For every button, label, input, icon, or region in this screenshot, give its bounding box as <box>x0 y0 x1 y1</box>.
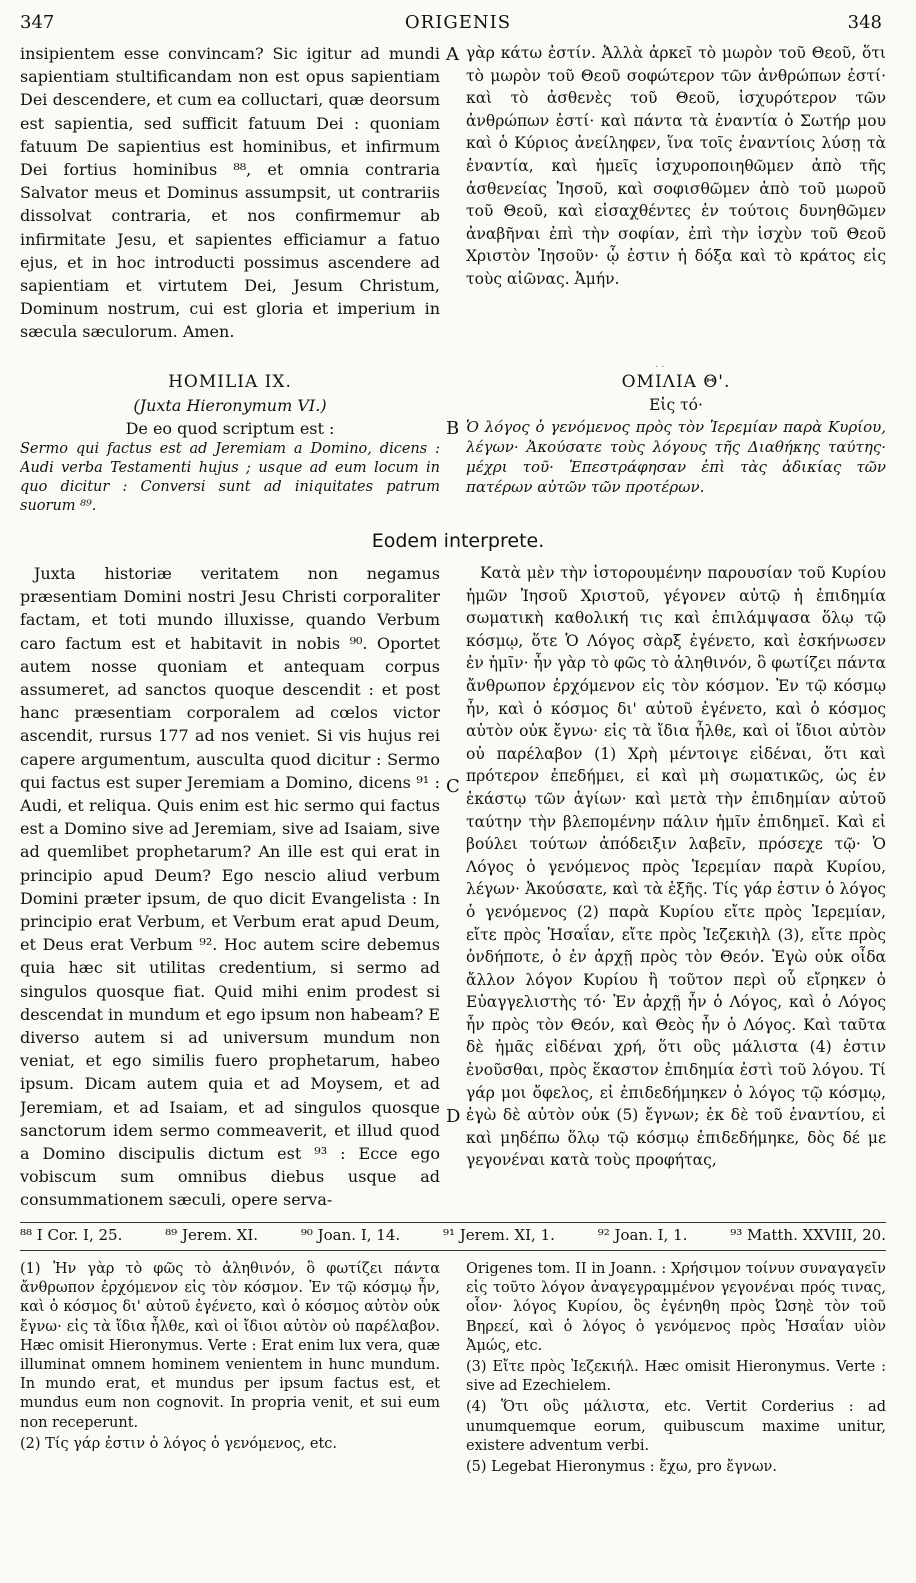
note-3: (3) Εἴτε πρὸς Ἰεζεκιήλ. Hæc omisit Hieronymus. Verte : sive ad Ezechielem. <box>466 1359 886 1395</box>
note-2: (2) Τίς γάρ ἐστιν ὁ λόγος ὁ γενόμενος, etc. <box>20 1435 338 1452</box>
greek-homily-title: ΟΜΙΛΙΑ Θ'. <box>621 372 731 392</box>
greek-top-text: γὰρ κάτω ἐστίν. Ἀλλὰ ἀρκεῖ τὸ μωρὸν τοῦ Θεοῦ, ὅτι τὸ μωρὸν τοῦ Θεοῦ σοφώτερον τῶν ἀνθρώπων ἐστί· καὶ τὸ ἀσθενὲς τοῦ Θεοῦ, ἰσχυρότερον τῶν ἀνθρώπων ἐστί· καὶ πάντα τὰ ἐναντία ὁ Σωτήρ μου καὶ ὁ Κύριος ἀνείληφεν, ἵνα τοῖς ἐναντίοις λύσῃ τὰ ἐναντία, καὶ ἡμεῖς ἰσχυροποιηθῶμεν ἀπὸ τῆς ἀσθενείας Ἰησοῦ, καὶ σοφισθῶμεν ἀπὸ τοῦ μωροῦ τοῦ Θεοῦ, καὶ εἰσαχθέντες ἐν τούτοις δυνηθῶμεν ἀναβῆναι ἐπὶ τὴν σοφίαν, ἐπὶ τὴν ἰσχὺν τοῦ Θεοῦ Χριστὸν Ἰησοῦν· ᾧ ἐστιν ἡ δόξα καὶ τὸ κράτος εἰς τοὺς αἰῶνας. Ἀμήν. <box>466 44 886 288</box>
greek-main-column <box>466 562 886 1218</box>
margin-letter-c: C <box>446 776 460 797</box>
footnote-rule <box>20 1222 886 1223</box>
latin-top-column <box>20 42 440 368</box>
left-page-number: 347 <box>20 12 55 33</box>
note-2-continued: Origenes tom. II in Joann. : Χρήσιμον τοίνυν συναγαγεῖν εἰς τοῦτο λόγον ἀναγεγραμμένον γεγονέναι πρός τινας, οἷον· λόγος Κυρίου, ὃς ἐγένηθη πρὸς Ὠσηὲ τὸν τοῦ Βηρεεί, καὶ ὁ λόγος ὁ γενόμενος πρὸς Ἡσαΐαν υἱὸν Ἀμώς, etc. <box>466 1261 886 1354</box>
latin-top-text: insipientem esse convincam? Sic igitur ad mundi sapientiam stultificandam non est opus sapientiam Dei descendere, et cum ea colluctari, quæ deorsum est sapientia, sed sufficit fatuum Dei : quoniam fatuum De sapientius est hominibus, et infirmum Dei fortius hominibus ⁸⁸, et omnia contraria Salvator meus et Dominus assumpsit, ut contrariis dissolvat contraria, et nos confirmemur ab infirmitate Jesu, et sapientes efficiamur a fatuo ejus, et in hoc introducti possimus ascendere ad sapientiam et virtutem Dei, Jesum Christum, Dominum nostrum, cui est gloria et imperium in sæcula sæculorum. Amen. <box>20 44 440 342</box>
notes-right-column <box>466 1260 886 1560</box>
margin-letter-b: B <box>446 418 460 439</box>
ornament: · · <box>655 362 665 373</box>
latin-main-column <box>20 562 440 1218</box>
latin-homily-subtitle: (Juxta Hieronymum VI.) <box>133 396 327 415</box>
ref-92: ⁹² Joan. I, 1. <box>597 1226 688 1244</box>
latin-main-text: Juxta historiæ veritatem non negamus præsentiam Domini nostri Jesu Christi corporaliter factam, et toti mundo illuxisse, quando Verbum caro factum est et habitavit in nobis ⁹⁰. Oportet autem nosse quoniam et antequam corpus assumeret, ad sanctos quoque descendit : et post hanc præsentiam corporalem ad cœlos victor ascendit, rursus 177 ad nos veniet. Si vis hujus rei capere argumentum, ausculta quod dicitur : Sermo qui factus est super Jeremiam a Domino, dicens ⁹¹ : Audi, et reliqua. Quis enim est hic sermo qui factus est a Domino sive ad Jeremiam, sive ad Isaiam, sive ad quemlibet prophetarum? An ille est qui erat in principio apud Deum? Ego nescio aliud verbum Domini præter ipsum, de quo dicit Evangelista : In principio erat Verbum, et Verbum erat apud Deum, et Deus erat Verbum ⁹². Hoc autem scire debemus quia hæc sit utilitas credentium, si sermo ad singulos quosque fiat. Quid mihi enim prodest si descendat in mundum et ego ipsum non habeam? E diverso autem si ad universum mundum non veniat, et ego similis fuero prophetarum, habeo ipsum. Dicam autem quia et ad Moysem, et ad Jeremiam, et ad Isaiam, et ad singulos quosque sanctorum idem sermo commeaverit, et illud quod a Domino discipulis dictum est ⁹³ : Ecce ego vobiscum sum omnibus diebus usque ad consummationem sæculi, opere serva- <box>20 564 440 1210</box>
ref-89: ⁸⁹ Jerem. XI. <box>165 1226 259 1244</box>
latin-homily-title: HOMILIA IX. <box>168 372 292 392</box>
scripture-references <box>20 1226 886 1244</box>
interpreter-note: Eodem interprete. <box>371 530 545 552</box>
running-title: ORIGENIS <box>404 12 512 33</box>
ref-90: ⁹⁰ Joan. I, 14. <box>300 1226 401 1244</box>
ref-93: ⁹³ Matth. XXVIII, 20. <box>730 1226 886 1244</box>
ref-88: ⁸⁸ I Cor. I, 25. <box>20 1226 123 1244</box>
note-4: (4) Ὅτι οὓς μάλιστα, etc. Vertit Corderius : ad unumquemque eorum, quibuscum maxime unitur, existere adventum verbi. <box>466 1399 886 1454</box>
greek-homily-heading <box>466 370 886 520</box>
greek-homily-quote: Ὁ λόγος ὁ γενόμενος πρὸς τὸν Ἱερεμίαν παρὰ Κυρίου, λέγων· Ἀκούσατε τοὺς λόγους τῆς Διαθήκης ταύτης· μέχρι τοῦ· Ἐπεστράφησαν ἐπὶ τὰς ἀδικίας τῶν πατέρων αὐτῶν τῶν προτέρων. <box>466 417 886 496</box>
notes-rule <box>20 1250 886 1251</box>
latin-homily-quote: Sermo qui factus est ad Jeremiam a Domino, dicens : Audi verba Testamenti hujus ; usque ad eum locum in quo dicitur : Conversi sunt ad iniquitates patrum suorum ⁸⁹. <box>20 441 440 515</box>
margin-letter-d: D <box>446 1106 461 1127</box>
running-header <box>0 10 916 38</box>
note-1: (1) Ἦν γὰρ τὸ φῶς τὸ ἀληθινόν, ὃ φωτίζει πάντα ἄνθρωπον ἐρχόμενον εἰς τὸν κόσμον. Ἐν τῷ κόσμῳ ἦν, καὶ ὁ κόσμος δι' αὐτοῦ ἐγένετο, καὶ ὁ κόσμος αὐτὸν οὐκ ἔγνω· εἰς τὰ ἴδια ἦλθε, καὶ οἱ ἴδιοι αὐτὸν οὐ παρέλαβον. Hæc omisit Hieronymus. Verte : Erat enim lux vera, quæ illuminat omnem hominem venientem in hunc mundum. In mundo erat, et mundus per ipsum factus est, et mundus eum non cognovit. In propria venit, et sui eum non receperunt. <box>20 1261 440 1431</box>
notes-left-column <box>20 1260 440 1560</box>
greek-top-column <box>466 42 886 342</box>
greek-homily-subtitle: Εἰς τό· <box>649 396 703 414</box>
margin-letter-a: A <box>446 44 459 65</box>
note-5: (5) Legebat Hieronymus : ἔχω, pro ἔγνων. <box>466 1459 777 1476</box>
latin-homily-intro: De eo quod scriptum est : <box>125 419 335 439</box>
right-page-number: 348 <box>847 12 882 33</box>
latin-homily-heading <box>20 370 440 520</box>
greek-main-text: Κατὰ μὲν τὴν ἱστορουμένην παρουσίαν τοῦ Κυρίου ἡμῶν Ἰησοῦ Χριστοῦ, γέγονεν αὐτῷ ἡ ἐπιδημία σωματικὴ καθολική τις καὶ ἐπιλάμψασα ὅλῳ τῷ κόσμῳ, ὅτε Ὁ Λόγος σὰρξ ἐγένετο, καὶ ἐσκήνωσεν ἐν ἡμῖν· ἦν γὰρ τὸ φῶς τὸ ἀληθινόν, ὃ φωτίζει πάντα ἄνθρωπον ἐρχόμενον εἰς τὸν κόσμον. Ἐν τῷ κόσμῳ ἦν, καὶ ὁ κόσμος δι' αὐτοῦ ἐγένετο, καὶ ὁ κόσμος αὐτὸν οὐκ ἔγνω· εἰς τὰ ἴδια ἦλθε, καὶ οἱ ἴδιοι αὐτὸν οὐ παρέλαβον (1) Χρὴ μέντοιγε εἰδέναι, ὅτι καὶ πρότερον ἐπεδήμει, εἰ καὶ μὴ σωματικῶς, ὡς ἐν ἑκάστῳ τῶν ἁγίων· καὶ μετὰ τὴν ἐπιδημίαν αὐτοῦ ταύτην τὴν βλεπομένην πάλιν ἡμῖν ἐπιδημεῖ. Καὶ εἰ βούλει τούτων ἀπόδειξιν λαβεῖν, πρόσεχε τῷ· Ὁ Λόγος ὁ γενόμενος πρὸς Ἱερεμίαν παρὰ Κυρίου, λέγων· Ἀκούσατε, καὶ τὰ ἑξῆς. Τίς γάρ ἐστιν ὁ λόγος ὁ γενόμενος (2) παρὰ Κυρίου εἴτε πρὸς Ἱερεμίαν, εἴτε πρὸς Ἡσαΐαν, εἴτε πρὸς Ἰεζεκιὴλ (3), εἴτε πρὸς ὁνδήποτε, ὁ ἐν ἀρχῇ πρὸς τὸν Θεόν. Ἐγὼ οὐκ οἶδα ἄλλον λόγον Κυρίου ἢ τοῦτον περὶ οὗ εἴρηκεν ὁ Εὐαγγελιστὴς τό· Ἐν ἀρχῇ ἦν ὁ Λόγος, καὶ ὁ Λόγος ἦν πρὸς τὸν Θεόν, καὶ Θεὸς ἦν ὁ Λόγος. Καὶ ταῦτα δὲ ἡμᾶς εἰδέναι χρή, ὅτι οὓς μάλιστα (4) ἐστιν ἑνοῦσθαι, πρὸς ἕκαστον ἐπιδημία ἐστὶ τοῦ λόγου. Τί γάρ μοι ὄφελος, εἰ ἐπιδεδήμηκεν ὁ λόγος τῷ κόσμῳ, ἐγὼ δὲ αὐτὸν οὐκ (5) ἔγνων; ἐκ δὲ τοῦ ἐναντίου, εἰ καὶ μηδέπω ὅλῳ τῷ κόσμῳ ἐπιδεδήμηκε, δὸς δέ με γεγονέναι κατὰ τοὺς προφήτας, <box>466 564 886 1170</box>
ref-91: ⁹¹ Jerem. XI, 1. <box>442 1226 555 1244</box>
